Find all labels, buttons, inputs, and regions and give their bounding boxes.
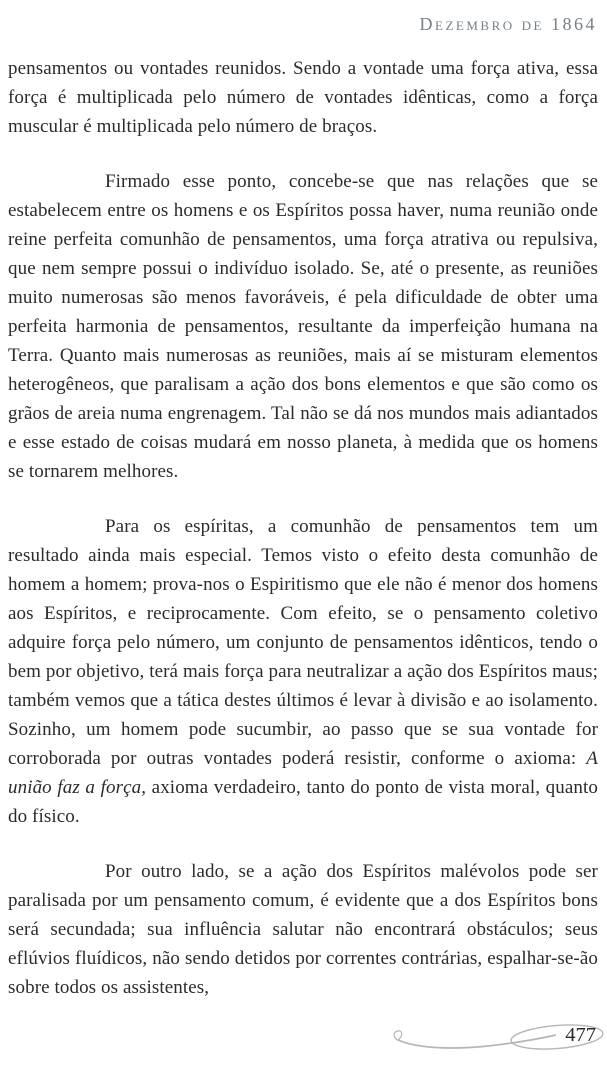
paragraph-continuation: pensamentos ou vontades reunidos. Sendo a vontade uma força ativa, essa força é multiplicada pelo número de vontades idênticas, como a força muscular é multiplicada pelo número de braços.	[8, 58, 598, 137]
paragraph-text: Para os espíritas, a comunhão de pensamentos tem um resultado ainda mais especial. Temos visto o efeito desta comunhão de homem a homem; prova-nos o Espiritismo que ele não é menor dos homens aos Espíritos, e reciprocamente. Com efeito, se o pensamento coletivo adquire força pelo número, um conjunto de pensamentos idênticos, tendo o bem por objetivo, terá mais força para neutralizar a ação dos Espíritos maus; também vemos que a tática destes últimos é levar à divisão e ao isolamento. Sozinho, um homem pode sucumbir, ao passo que se sua vontade for corroborada por outras vontades poderá resistir, conforme o axioma:	[8, 516, 598, 769]
paragraph-text: , axioma verdadeiro, tanto do ponto de vista moral, quanto do físico.	[8, 777, 598, 827]
page-number: 477	[565, 1024, 596, 1046]
text-block	[8, 54, 598, 1002]
italic-phrase: A união faz a força	[8, 748, 598, 798]
page-footer	[377, 1007, 607, 1059]
running-header	[8, 14, 598, 34]
paragraph: Por outro lado, se a ação dos Espíritos malévolos pode ser paralisada por um pensamento comum, é evidente que a dos Espíritos bons será secundada; sua influência salutar não encontrará obstáculos; seus eflúvios fluídicos, não sendo detidos por correntes contrárias, espalhar-se-ão sobre todos os assistentes,	[8, 861, 598, 998]
running-header-text: Dezembro de 1864	[419, 14, 597, 34]
paragraph: Firmado esse ponto, concebe-se que nas relações que se estabelecem entre os homens e os Espíritos possa haver, numa reunião onde reine perfeita comunhão de pensamentos, uma força atrativa ou repulsiva, que nem sempre possui o indivíduo isolado. Se, até o presente, as reuniões muito numerosas são menos favoráveis, é pela dificuldade de obter uma perfeita harmonia de pensamentos, resultante da imperfeição humana na Terra. Quanto mais numerosas as reuniões, mais aí se misturam elementos heterogêneos, que paralisam a ação dos bons elementos e que são como os grãos de areia numa engrenagem. Tal não se dá nos mundos mais adiantados e esse estado de coisas mudará em nosso planeta, à medida que os homens se tornarem melhores.	[8, 171, 598, 482]
paragraph	[8, 512, 598, 831]
